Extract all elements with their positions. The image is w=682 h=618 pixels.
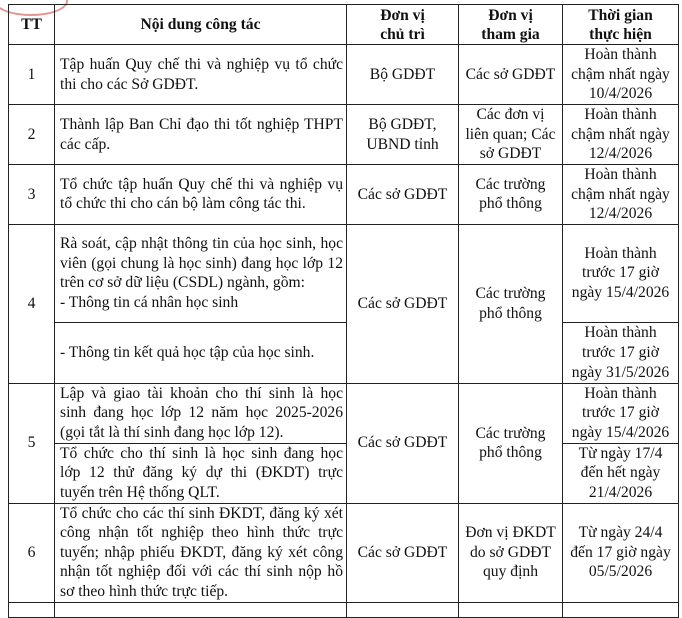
task-content: Thành lập Ban Chỉ đạo thi tốt nghiệp THPT các cấp. xyxy=(55,105,347,165)
host-unit: Các sở GDĐT xyxy=(347,165,459,225)
deadline: Hoàn thành chậm nhất ngày 10/4/2026 xyxy=(563,45,679,105)
header-noi-dung: Nội dung công tác xyxy=(55,5,347,45)
host-unit: Bộ GDĐT xyxy=(347,45,459,105)
table-row-cut xyxy=(9,602,679,617)
deadline: Từ ngày 17/4 đến hết ngày 21/4/2026 xyxy=(563,443,679,503)
table-row xyxy=(9,165,679,225)
row-number: 5 xyxy=(9,383,55,503)
participant-unit: Các đơn vị liên quan; Các sở GDĐT xyxy=(459,105,563,165)
host-unit: Bộ GDĐT, UBND tỉnh xyxy=(347,105,459,165)
deadline: Hoàn thành trước 17 giờ ngày 15/4/2026 xyxy=(563,383,679,443)
header-tt: TT xyxy=(9,5,55,45)
table-row xyxy=(9,105,679,165)
task-content: Tổ chức cho thí sinh là học sinh đang học lớp 12 thử đăng ký dự thi (ĐKDT) trực tuyến trên Hệ thống QLT. xyxy=(55,443,347,503)
table-subrow xyxy=(9,322,679,383)
task-content: Tập huấn Quy chế thi và nghiệp vụ tổ chức thi cho các Sở GDĐT. xyxy=(55,45,347,105)
host-unit: Các sở GDĐT xyxy=(347,383,459,503)
task-content: - Thông tin kết quả học tập của học sinh. xyxy=(55,322,347,383)
header-row xyxy=(9,5,679,45)
header-tham-gia: Đơn vị tham gia xyxy=(459,5,563,45)
task-content: Tổ chức cho các thí sinh ĐKDT, đăng ký xét công nhận tốt nghiệp theo hình thức trực tuyến; nhập phiếu ĐKDT, đăng ký xét công nhận tốt nghiệp đối với các thí sinh nộp hồ sơ theo hình thức trực tiếp. xyxy=(55,503,347,602)
table-row xyxy=(9,224,679,322)
host-unit: Các sở GDĐT xyxy=(347,503,459,602)
deadline: Hoàn thành trước 17 giờ ngày 15/4/2026 xyxy=(563,224,679,322)
header-thoi-gian: Thời gian thực hiện xyxy=(563,5,679,45)
deadline: Từ ngày 24/4 đến 17 giờ ngày 05/5/2026 xyxy=(563,503,679,602)
header-chu-tri: Đơn vị chủ trì xyxy=(347,5,459,45)
deadline: Hoàn thành trước 17 giờ ngày 31/5/2026 xyxy=(563,322,679,383)
deadline: Hoàn thành chậm nhất ngày 12/4/2026 xyxy=(563,165,679,225)
table-subrow xyxy=(9,443,679,503)
participant-unit: Các sở GDĐT xyxy=(459,45,563,105)
table-row xyxy=(9,503,679,602)
row-number: 3 xyxy=(9,165,55,225)
host-unit: Các sở GDĐT xyxy=(347,224,459,383)
work-plan-table xyxy=(8,4,679,618)
row-number: 2 xyxy=(9,105,55,165)
table-row xyxy=(9,45,679,105)
task-content: Tổ chức tập huấn Quy chế thi và nghiệp vụ tổ chức thi cho cán bộ làm công tác thi. xyxy=(55,165,347,225)
participant-unit: Các trường phổ thông xyxy=(459,165,563,225)
row-number: 4 xyxy=(9,224,55,383)
participant-unit: Các trường phổ thông xyxy=(459,383,563,503)
task-content: Rà soát, cập nhật thông tin của học sinh, học viên (gọi chung là học sinh) đang học lớp 12 trên cơ sở dữ liệu (CSDL) ngành, gồm: - Thông tin cá nhân học sinh xyxy=(55,224,347,322)
task-content: Lập và giao tài khoản cho thí sinh là học sinh đang học lớp 12 năm học 2025-2026 (gọi tắt là thí sinh đang học lớp 12). xyxy=(55,383,347,443)
table-row xyxy=(9,383,679,443)
participant-unit: Đơn vị ĐKDT do sở GDĐT quy định xyxy=(459,503,563,602)
row-number: 6 xyxy=(9,503,55,602)
row-number: 1 xyxy=(9,45,55,105)
participant-unit: Các trường phổ thông xyxy=(459,224,563,383)
deadline: Hoàn thành chậm nhất ngày 12/4/2026 xyxy=(563,105,679,165)
